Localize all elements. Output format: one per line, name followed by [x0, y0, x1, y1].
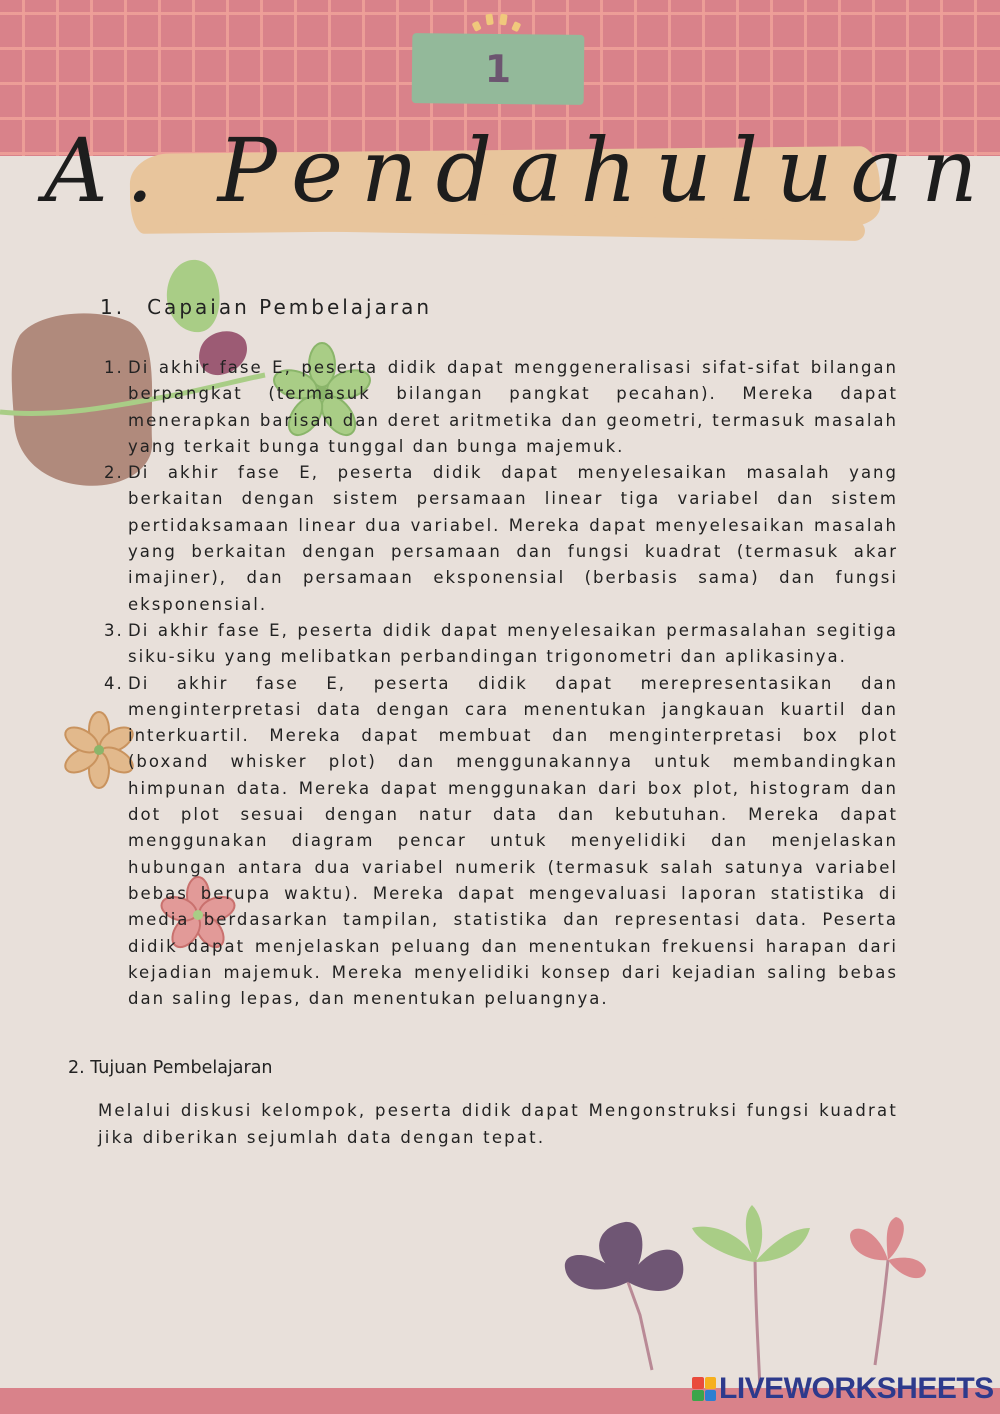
pink-clover-icon: [850, 1217, 926, 1365]
section-title: Capaian Pembelajaran: [147, 295, 433, 319]
logo-text: LIVEWORKSHEETS: [719, 1372, 994, 1405]
list-item: [104, 355, 898, 460]
list-marker: 2.: [104, 463, 124, 483]
page-number: 1: [484, 46, 512, 92]
list-item: [104, 460, 898, 618]
list-item-text: Di akhir fase E, peserta didik dapat merepresentasikan dan menginterpretasi data dengan cara menentukan jangkauan kuartil dan interkuartil. Mereka dapat membuat dan menginterpretasi box plot (boxand whisker plot) dan menggunakannya untuk membandingkan himpunan data. Mereka dapat menggunakan dari box plot, histogram dan dot plot sesuai dengan natur data dan kebutuhan. Mereka dapat menggunakan diagram pencar untuk menyelidiki dan menjelaskan hubungan antara dua variabel numerik (termasuk salah satunya variabel bebas berupa waktu). Mereka dapat mengevaluasi laporan statistika di media berdasarkan tampilan, statistika dan representasi data. Peserta didik dapat menjelaskan peluang dan menentukan frekuensi harapan dari kejadian majemuk. Mereka menyelidiki konsep dari kejadian saling bebas dan saling lepas, dan menentukan peluangnya.: [128, 673, 898, 1009]
section-heading-capaian: [100, 295, 432, 319]
section-heading-tujuan: 2. Tujuan Pembelajaran: [68, 1058, 273, 1078]
list-item-text: Di akhir fase E, peserta didik dapat menyelesaikan permasalahan segitiga siku-siku yang melibatkan perbandingan trigonometri dan aplikasinya.: [128, 620, 898, 667]
list-item: [104, 618, 898, 671]
list-item: [104, 671, 898, 1013]
purple-clover-icon: [565, 1222, 683, 1370]
list-item-text: Di akhir fase E, peserta didik dapat menggeneralisasi sifat-sifat bilangan berpangkat (termasuk bilangan pangkat pecahan). Mereka dapat menerapkan barisan dan deret aritmetika dan geometri, termasuk masalah yang terkait bunga tunggal dan bunga majemuk.: [128, 358, 898, 456]
learning-goal-text: Melalui diskusi kelompok, peserta didik dapat Mengonstruksi fungsi kuadrat jika diberikan sejumlah data dengan tepat.: [98, 1101, 898, 1147]
list-marker: 1.: [104, 358, 124, 377]
section-number: 1.: [100, 295, 126, 319]
list-marker: 3.: [104, 620, 124, 640]
learning-outcomes-list: [104, 355, 898, 1012]
list-marker: 4.: [104, 673, 124, 693]
liveworksheets-logo-icon: [692, 1377, 716, 1401]
tan-flower-icon: [61, 712, 137, 788]
page-title: A. Pendahuluan: [44, 119, 996, 222]
liveworksheets-logo[interactable]: [692, 1372, 994, 1406]
green-sprout-icon: [692, 1205, 810, 1390]
list-item-text: Di akhir fase E, peserta didik dapat menyelesaikan masalah yang berkaitan dengan sistem persamaan linear tiga variabel dan sistem pertidaksamaan linear dua variabel. Mereka dapat menyelesaikan masalah yang berkaitan dengan persamaan dan fungsi kuadrat (termasuk akar imajiner), dan persamaan eksponensial (berbasis sama) dan fungsi eksponensial.: [128, 463, 898, 614]
